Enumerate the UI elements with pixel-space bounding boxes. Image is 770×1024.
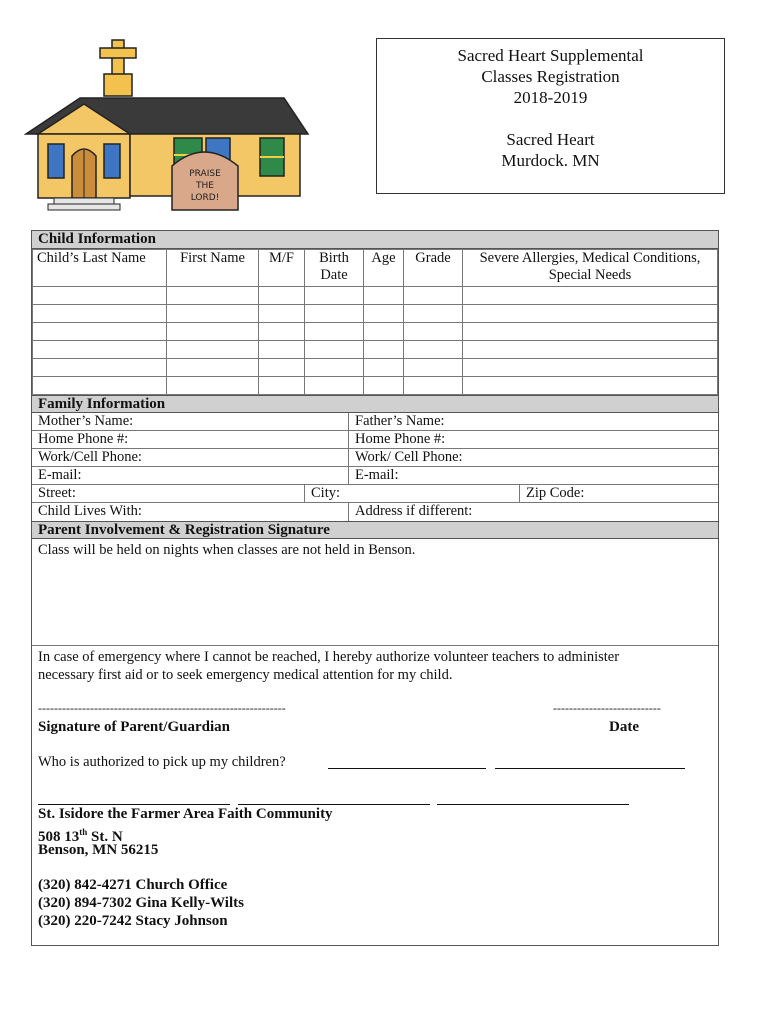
contact-org: St. Isidore the Farmer Area Faith Community — [38, 806, 333, 822]
divider — [32, 645, 718, 646]
sign-line-3: LORD! — [190, 193, 220, 203]
signature-label: Signature of Parent/Guardian — [38, 719, 230, 735]
father-email-field[interactable]: E-mail: — [348, 467, 718, 485]
col-grade: Grade — [404, 250, 463, 287]
family-row-lives-with — [32, 503, 718, 521]
date-line[interactable]: --------------------------- — [553, 701, 661, 715]
col-first-name: First Name — [167, 250, 259, 287]
mother-home-phone-field[interactable]: Home Phone #: — [38, 431, 129, 447]
child-section-title: Child Information — [32, 231, 718, 249]
sign-line-1: PRAISE — [189, 169, 221, 179]
sign-line-2: THE — [196, 181, 214, 191]
mother-email-field[interactable]: E-mail: — [38, 467, 82, 483]
header-location: Murdock. MN — [501, 151, 600, 170]
pickup-blank-1[interactable] — [328, 767, 486, 769]
col-last-name: Child’s Last Name — [33, 250, 167, 287]
pickup-blank-5[interactable] — [437, 803, 629, 805]
col-sex: M/F — [259, 250, 305, 287]
mother-work-phone-field[interactable]: Work/Cell Phone: — [38, 449, 142, 465]
col-birth-date: Birth Date — [305, 250, 364, 287]
date-label: Date — [609, 719, 639, 735]
contact-phone-church: (320) 842-4271 Church Office — [38, 877, 228, 893]
header-parish: Sacred Heart — [506, 130, 595, 149]
registration-form — [31, 230, 719, 946]
header-title-line2: Classes Registration — [481, 67, 620, 86]
pickup-blank-2[interactable] — [495, 767, 685, 769]
family-row-names — [32, 413, 718, 431]
header-title-line1: Sacred Heart Supplemental — [457, 46, 644, 65]
class-note: Class will be held on nights when classes are not held in Benson. — [38, 542, 416, 558]
address-if-different-field[interactable]: Address if different: — [348, 503, 718, 521]
signature-line[interactable]: -------------------------------------------------------------- — [38, 701, 286, 715]
city-field[interactable]: City: — [304, 485, 519, 503]
involvement-section-title: Parent Involvement & Registration Signature — [32, 521, 718, 539]
col-age: Age — [364, 250, 404, 287]
child-row[interactable] — [33, 341, 718, 359]
contact-phone-gina: (320) 894-7302 Gina Kelly-Wilts — [38, 895, 244, 911]
child-row[interactable] — [33, 359, 718, 377]
child-row[interactable] — [33, 377, 718, 395]
pickup-question: Who is authorized to pick up my children? — [38, 754, 286, 770]
child-row[interactable] — [33, 287, 718, 305]
family-row-work-phone — [32, 449, 718, 467]
street-field[interactable]: Street: — [38, 485, 76, 501]
family-row-email — [32, 467, 718, 485]
contact-phone-stacy: (320) 220-7242 Stacy Johnson — [38, 913, 228, 929]
family-section-title: Family Information — [32, 395, 718, 413]
church-illustration — [24, 38, 314, 218]
child-table — [32, 249, 718, 395]
mother-name-field[interactable]: Mother’s Name: — [38, 413, 134, 429]
father-name-field[interactable]: Father’s Name: — [348, 413, 718, 431]
col-allergies: Severe Allergies, Medical Conditions, Special Needs — [463, 250, 718, 287]
child-row[interactable] — [33, 305, 718, 323]
father-home-phone-field[interactable]: Home Phone #: — [348, 431, 718, 449]
header-year: 2018-2019 — [513, 88, 588, 107]
emergency-text-line2: necessary first aid or to seek emergency medical attention for my child. — [38, 667, 453, 683]
child-row[interactable] — [33, 323, 718, 341]
emergency-text-line1: In case of emergency where I cannot be reached, I hereby authorize volunteer teachers to administer — [38, 649, 620, 665]
contact-street: 508 13th St. N — [38, 827, 123, 845]
contact-city: Benson, MN 56215 — [38, 842, 159, 858]
family-row-address — [32, 485, 718, 503]
header-box — [376, 38, 725, 194]
family-row-home-phone — [32, 431, 718, 449]
child-lives-with-field[interactable]: Child Lives With: — [38, 503, 142, 519]
father-work-phone-field[interactable]: Work/ Cell Phone: — [348, 449, 718, 467]
zip-field[interactable]: Zip Code: — [519, 485, 718, 503]
